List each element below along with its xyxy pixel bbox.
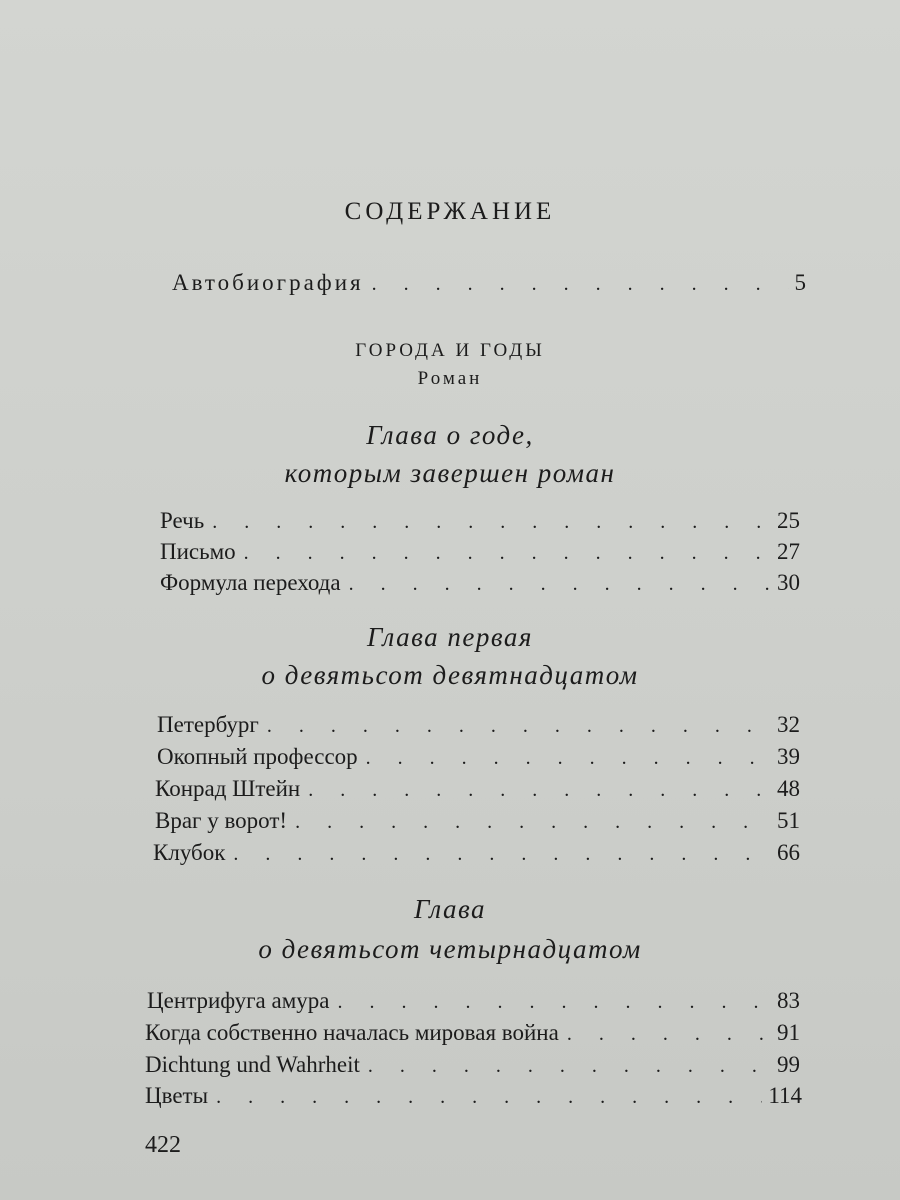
toc-entry-page: 99 [777, 1052, 800, 1077]
toc-entry-title: Враг у ворот! [155, 808, 288, 833]
toc-entry-page: 27 [777, 539, 800, 564]
toc-entry-title: Речь [160, 508, 205, 533]
toc-entry[interactable] [157, 744, 800, 770]
toc-entry-title: Конрад Штейн [155, 776, 301, 801]
toc-entry[interactable] [160, 539, 800, 565]
toc-entry-title: Клубок [153, 840, 226, 865]
leader-dots [368, 1055, 771, 1078]
toc-entry-autobiography[interactable] [172, 270, 806, 296]
toc-entry-page: 32 [777, 712, 800, 737]
toc-entry-page: 66 [777, 840, 800, 865]
toc-entry[interactable] [145, 1083, 802, 1109]
toc-entry-title: Формула перехода [160, 570, 341, 595]
chapter-heading-line2: о девятьсот четырнадцатом [258, 934, 642, 964]
leader-dots [212, 511, 771, 534]
leader-dots [337, 991, 771, 1014]
toc-entry-title: Цветы [145, 1083, 209, 1108]
toc-entry-page: 51 [777, 808, 800, 833]
part-title: ГОРОДА И ГОДЫ [355, 340, 545, 361]
toc-entry[interactable] [147, 988, 800, 1014]
toc-entry-page: 39 [777, 744, 800, 769]
leader-dots [267, 715, 771, 738]
toc-entry-title: Автобиография [172, 270, 364, 295]
toc-entry-page: 25 [777, 508, 800, 533]
chapter-heading-line2: которым завершен роман [284, 458, 616, 488]
contents-heading: СОДЕРЖАНИЕ [344, 198, 556, 225]
toc-entry-page: 91 [777, 1020, 800, 1045]
page-number: 422 [145, 1132, 181, 1158]
toc-entry-page: 48 [777, 776, 800, 801]
leader-dots [244, 542, 771, 565]
toc-entry[interactable] [157, 712, 800, 738]
leader-dots [372, 273, 789, 296]
toc-entry-page: 114 [768, 1083, 802, 1108]
part-subtitle: Роман [417, 368, 483, 389]
toc-entry[interactable] [145, 1052, 800, 1078]
leader-dots [216, 1086, 762, 1109]
toc-entry[interactable] [155, 808, 800, 834]
leader-dots [366, 747, 771, 770]
leader-dots [295, 811, 771, 834]
toc-entry[interactable] [160, 508, 800, 534]
chapter-heading-line1: Глава [413, 894, 487, 924]
toc-entry-title: Окопный профессор [157, 744, 358, 769]
chapter-heading-line2: о девятьсот девятнадцатом [261, 660, 639, 690]
toc-entry-page: 5 [794, 270, 806, 295]
chapter-heading-line1: Глава о годе, [366, 420, 534, 450]
leader-dots [308, 779, 771, 802]
leader-dots [567, 1023, 771, 1046]
toc-entry-title: Dichtung und Wahrheit [145, 1052, 360, 1077]
toc-entry[interactable] [145, 1020, 800, 1046]
toc-entry-title: Центрифуга амура [147, 988, 330, 1013]
toc-entry[interactable] [155, 776, 800, 802]
chapter-heading-line1: Глава первая [367, 622, 533, 652]
leader-dots [349, 573, 771, 596]
leader-dots [233, 843, 771, 866]
toc-entry-title: Когда собственно началась мировая война [145, 1020, 559, 1045]
toc-entry-title: Письмо [160, 539, 236, 564]
toc-entry[interactable] [160, 570, 800, 596]
toc-entry[interactable] [153, 840, 800, 866]
toc-entry-page: 30 [777, 570, 800, 595]
toc-entry-page: 83 [777, 988, 800, 1013]
toc-entry-title: Петербург [157, 712, 259, 737]
